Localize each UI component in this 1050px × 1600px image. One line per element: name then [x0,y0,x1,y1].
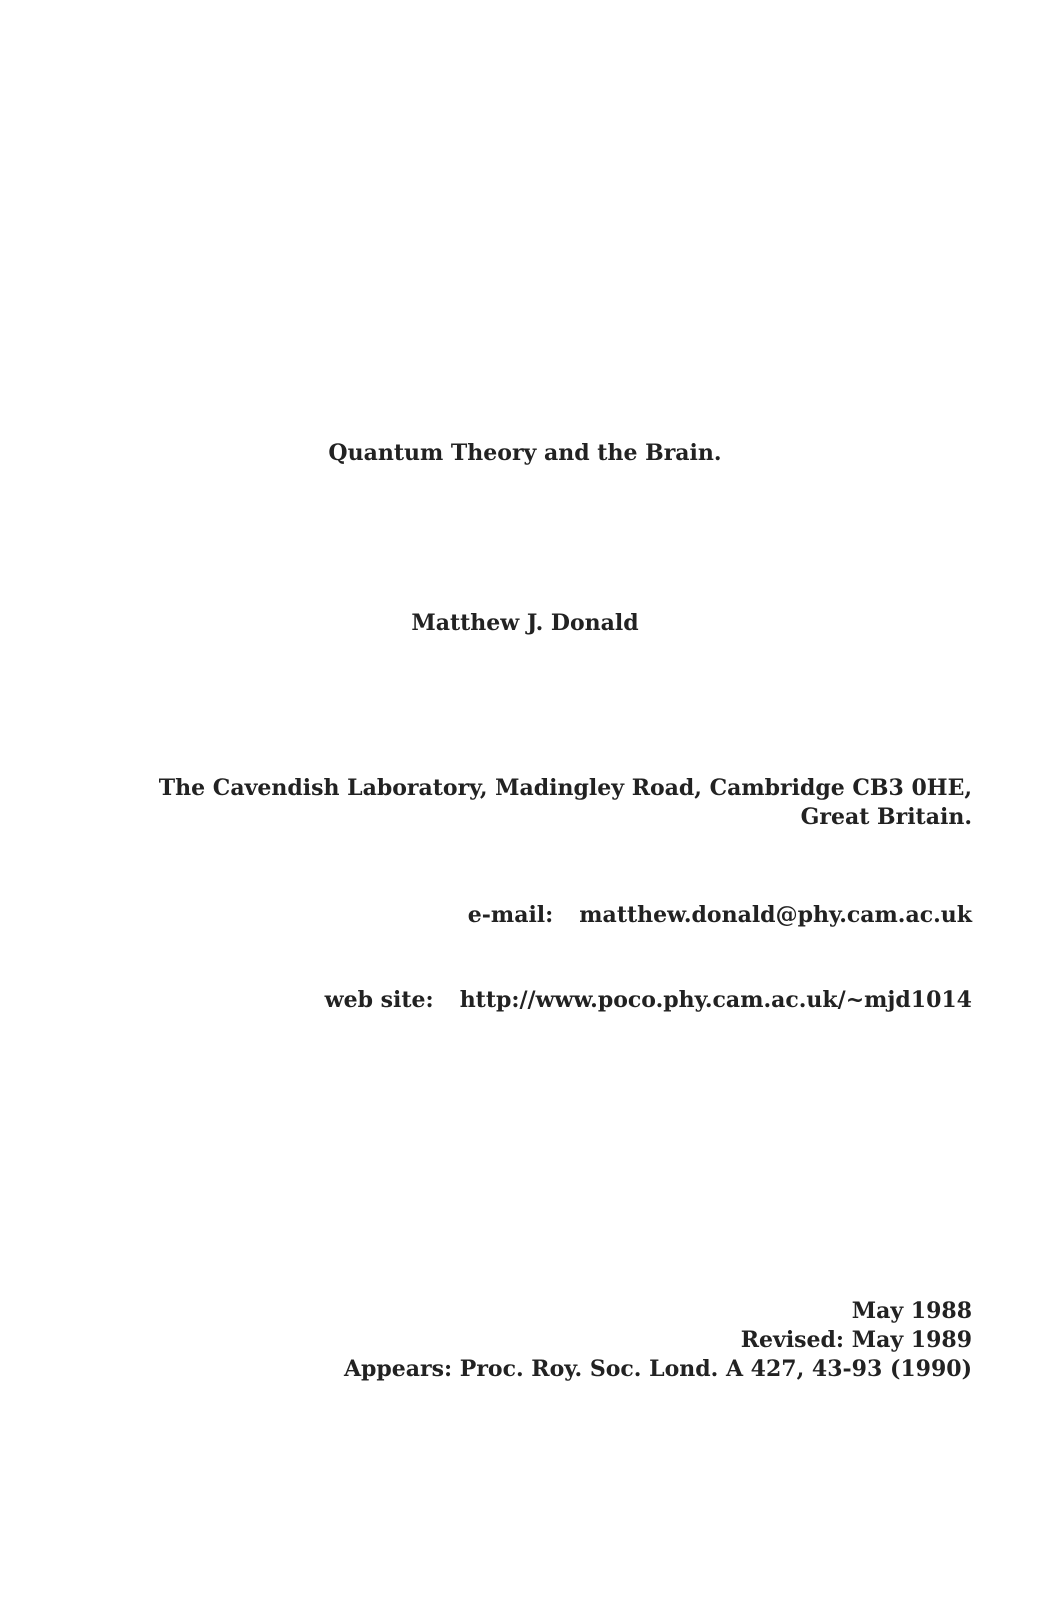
publication-reference: Appears: Proc. Roy. Soc. Lond. A 427, 43-93 (1990) [343,1356,972,1382]
author-name: Matthew J. Donald [411,610,639,636]
email-address[interactable]: matthew.donald@phy.cam.ac.uk [579,902,972,928]
website-row [325,985,972,1015]
website-label: web site: [324,987,434,1013]
affiliation-line-1: The Cavendish Laboratory, Madingley Road, Cambridge CB3 0HE, [158,775,972,801]
email-row [468,900,972,930]
email-label: e-mail: [467,902,554,928]
affiliation-line-2: Great Britain. [800,804,972,830]
date-written: May 1988 [851,1298,972,1324]
date-revised: Revised: May 1989 [740,1327,972,1353]
website-url[interactable]: http://www.poco.phy.cam.ac.uk/~mjd1014 [459,987,972,1013]
paper-title: Quantum Theory and the Brain. [328,440,722,466]
